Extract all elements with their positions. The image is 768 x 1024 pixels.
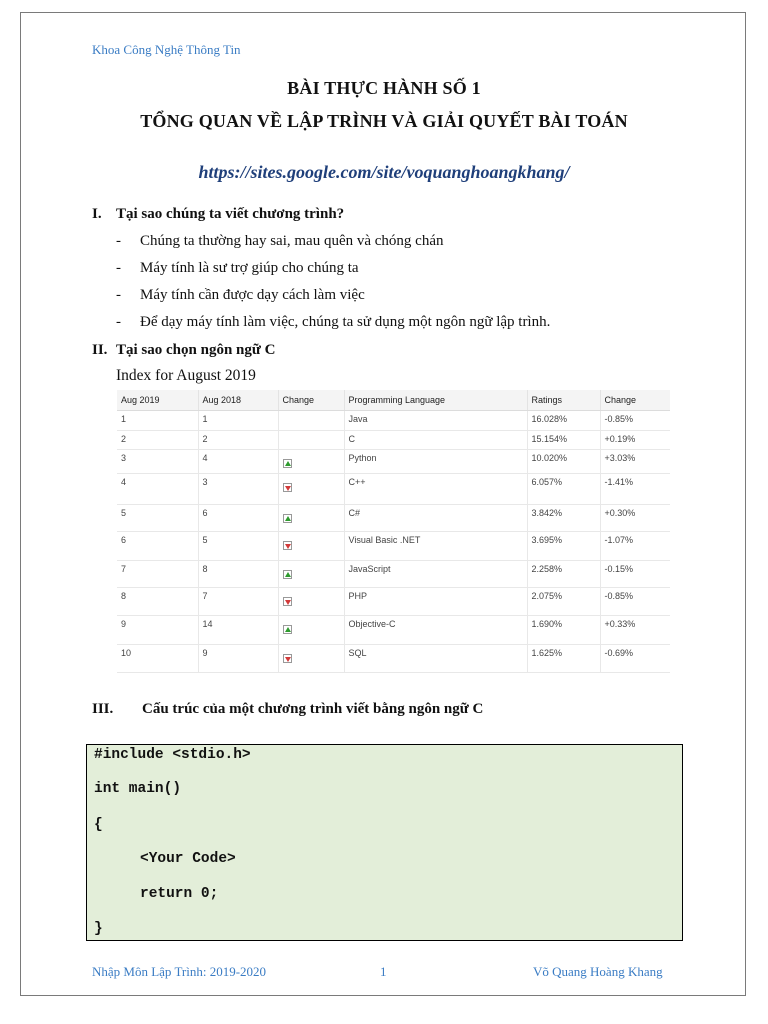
table-cell: 2 xyxy=(198,431,278,450)
list-item: - Để dạy máy tính làm việc, chúng ta sử dụng một ngôn ngữ lập trình. xyxy=(116,314,551,330)
page-number: 1 xyxy=(380,964,387,979)
change-icon-cell xyxy=(278,474,344,505)
table-cell: 1.690% xyxy=(527,616,600,645)
tiobe-index-table xyxy=(117,390,670,673)
table-cell: -0.85% xyxy=(600,588,670,616)
table-cell: -0.85% xyxy=(600,411,670,431)
change-icon-cell xyxy=(278,431,344,450)
column-header: Aug 2018 xyxy=(198,390,278,411)
table-cell: +0.19% xyxy=(600,431,670,450)
table-cell: 5 xyxy=(198,532,278,561)
code-line: <Your Code> xyxy=(140,851,236,867)
table-cell: 7 xyxy=(198,588,278,616)
table-cell: Python xyxy=(344,450,527,474)
section-2-heading xyxy=(92,342,275,359)
table-row xyxy=(117,474,670,505)
table-cell: 8 xyxy=(198,561,278,588)
column-header: Aug 2019 xyxy=(117,390,198,411)
up-arrow-icon xyxy=(283,570,292,579)
table-cell: 3 xyxy=(198,474,278,505)
table-row xyxy=(117,645,670,673)
document-title: BÀI THỰC HÀNH SỐ 1 xyxy=(287,78,481,98)
table-cell: +0.30% xyxy=(600,505,670,532)
down-arrow-icon xyxy=(283,483,292,492)
code-block xyxy=(86,744,683,941)
table-cell: 15.154% xyxy=(527,431,600,450)
table-cell: C++ xyxy=(344,474,527,505)
table-cell: C xyxy=(344,431,527,450)
table-cell: 2.258% xyxy=(527,561,600,588)
table-cell: JavaScript xyxy=(344,561,527,588)
change-icon-cell xyxy=(278,588,344,616)
table-cell: 3 xyxy=(117,450,198,474)
table-cell: 6.057% xyxy=(527,474,600,505)
table-cell: Java xyxy=(344,411,527,431)
column-header: Programming Language xyxy=(344,390,527,411)
table-cell: 2.075% xyxy=(527,588,600,616)
site-link[interactable]: https://sites.google.com/site/voquanghoangkhang/ xyxy=(198,162,570,182)
footer-author: Võ Quang Hoàng Khang xyxy=(533,964,663,979)
table-cell: 2 xyxy=(117,431,198,450)
code-line: int main() xyxy=(94,781,182,797)
table-cell: 6 xyxy=(198,505,278,532)
list-item-text: Để dạy máy tính làm việc, chúng ta sử dụng một ngôn ngữ lập trình. xyxy=(140,314,551,330)
up-arrow-icon xyxy=(283,459,292,468)
down-arrow-icon xyxy=(283,541,292,550)
table-row xyxy=(117,411,670,431)
table-cell: Objective-C xyxy=(344,616,527,645)
change-icon-cell xyxy=(278,561,344,588)
section-3-heading xyxy=(92,701,483,718)
table-row xyxy=(117,532,670,561)
list-item-text: Máy tính là sư trợ giúp cho chúng ta xyxy=(140,260,359,276)
table-cell: 8 xyxy=(117,588,198,616)
table-cell: 10 xyxy=(117,645,198,673)
change-icon-cell xyxy=(278,645,344,673)
down-arrow-icon xyxy=(283,597,292,606)
table-cell: 9 xyxy=(117,616,198,645)
table-cell: 4 xyxy=(117,474,198,505)
up-arrow-icon xyxy=(283,514,292,523)
change-icon-cell xyxy=(278,532,344,561)
table-cell: 6 xyxy=(117,532,198,561)
table-row xyxy=(117,505,670,532)
code-line: #include <stdio.h> xyxy=(94,747,251,763)
table-row xyxy=(117,450,670,474)
down-arrow-icon xyxy=(283,654,292,663)
table-cell: 9 xyxy=(198,645,278,673)
table-cell: -1.07% xyxy=(600,532,670,561)
code-line: { xyxy=(94,817,103,833)
table-cell: -1.41% xyxy=(600,474,670,505)
table-cell: 4 xyxy=(198,450,278,474)
table-cell: 3.695% xyxy=(527,532,600,561)
table-cell: +0.33% xyxy=(600,616,670,645)
section-title: Tại sao chúng ta viết chương trình? xyxy=(116,206,345,222)
code-line: } xyxy=(94,921,103,937)
table-row xyxy=(117,616,670,645)
table-cell: Visual Basic .NET xyxy=(344,532,527,561)
table-cell: -0.69% xyxy=(600,645,670,673)
table-cell: 1 xyxy=(117,411,198,431)
table-cell: C# xyxy=(344,505,527,532)
table-row xyxy=(117,431,670,450)
table-cell: 1.625% xyxy=(527,645,600,673)
section-number: II. xyxy=(92,342,108,358)
section-number: III. xyxy=(92,701,114,717)
table-row xyxy=(117,561,670,588)
change-icon-cell xyxy=(278,616,344,645)
table-cell: SQL xyxy=(344,645,527,673)
table-cell: 7 xyxy=(117,561,198,588)
table-cell: 16.028% xyxy=(527,411,600,431)
change-icon-cell xyxy=(278,411,344,431)
list-item: - Máy tính cần được dạy cách làm việc xyxy=(116,287,365,303)
table-row xyxy=(117,588,670,616)
section-title: Tại sao chọn ngôn ngữ C xyxy=(116,342,276,358)
column-header: Ratings xyxy=(527,390,600,411)
list-item-text: Chúng ta thường hay sai, mau quên và chóng chán xyxy=(140,233,444,249)
table-header-row xyxy=(117,390,670,411)
footer-course: Nhập Môn Lập Trình: 2019-2020 xyxy=(92,964,267,979)
list-item: - Chúng ta thường hay sai, mau quên và chóng chán xyxy=(116,233,444,249)
change-icon-cell xyxy=(278,505,344,532)
index-label: Index for August 2019 xyxy=(116,367,256,384)
section-number: I. xyxy=(92,206,102,222)
table-cell: PHP xyxy=(344,588,527,616)
table-cell: +3.03% xyxy=(600,450,670,474)
code-line: return 0; xyxy=(140,886,219,902)
department-header: Khoa Công Nghệ Thông Tin xyxy=(92,42,241,57)
list-item-text: Máy tính cần được dạy cách làm việc xyxy=(140,287,365,303)
section-title: Cấu trúc của một chương trình viết bằng ngôn ngữ C xyxy=(142,701,484,717)
section-1-heading xyxy=(92,206,344,223)
document-subtitle: TỔNG QUAN VỀ LẬP TRÌNH VÀ GIẢI QUYẾT BÀI TOÁN xyxy=(140,111,628,131)
column-header: Change xyxy=(278,390,344,411)
table-cell: 5 xyxy=(117,505,198,532)
table-cell: -0.15% xyxy=(600,561,670,588)
list-item: - Máy tính là sư trợ giúp cho chúng ta xyxy=(116,260,359,276)
change-icon-cell xyxy=(278,450,344,474)
up-arrow-icon xyxy=(283,625,292,634)
table-cell: 1 xyxy=(198,411,278,431)
table-cell: 10.020% xyxy=(527,450,600,474)
column-header: Change xyxy=(600,390,670,411)
table-cell: 14 xyxy=(198,616,278,645)
table-cell: 3.842% xyxy=(527,505,600,532)
